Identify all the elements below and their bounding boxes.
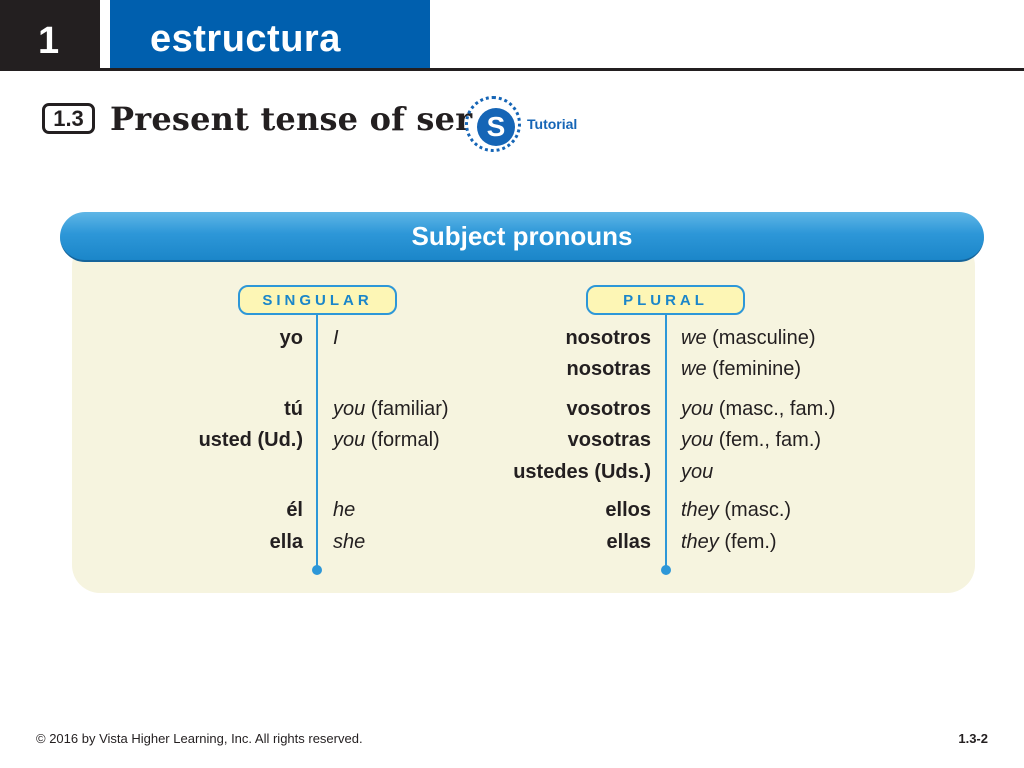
meaning-word: he [333, 499, 356, 521]
meaning-word: we [681, 327, 707, 349]
singular-pronoun: usted (Ud.) [198, 429, 303, 451]
plural-pronoun: nosotras [566, 358, 651, 380]
meaning-word: you [333, 398, 366, 420]
chapter-box [0, 0, 100, 68]
lesson-number-badge: 1.3 [42, 103, 95, 134]
singular-pronoun: ella [269, 531, 303, 553]
plural-meaning [681, 429, 821, 452]
singular-pronoun: él [286, 499, 303, 521]
tutorial-icon[interactable] [465, 96, 521, 152]
meaning-word: I [333, 327, 339, 349]
singular-meaning [333, 531, 365, 554]
plural-divider [665, 315, 667, 569]
singular-meaning [333, 327, 339, 350]
plural-meaning [681, 327, 816, 350]
lesson-title: Present tense of ser [110, 100, 473, 138]
meaning-word: they [681, 499, 719, 521]
meaning-word: you [681, 461, 714, 483]
tutorial-label[interactable]: Tutorial [527, 116, 578, 132]
plural-divider-end [661, 565, 671, 575]
meaning-note: (masc., fam.) [713, 398, 836, 420]
singular-meaning [333, 499, 355, 522]
plural-pronoun: vosotros [566, 398, 651, 420]
plural-pronoun: ellos [605, 499, 651, 521]
card-title: Subject pronouns [411, 221, 633, 251]
slide-number: 1.3-2 [958, 731, 988, 746]
singular-label: SINGULAR [238, 285, 397, 315]
singular-divider [316, 315, 318, 569]
meaning-note: (masc.) [718, 499, 792, 521]
meaning-word: you [681, 398, 714, 420]
plural-pronoun: ellas [606, 531, 651, 553]
plural-meaning [681, 531, 777, 554]
tutorial-link[interactable] [465, 96, 605, 154]
header-divider [0, 68, 1024, 71]
meaning-note: (familiar) [365, 398, 449, 420]
copyright-notice: © 2016 by Vista Higher Learning, Inc. All rights reserved. [36, 731, 363, 746]
meaning-word: you [333, 429, 366, 451]
meaning-note: (feminine) [706, 358, 802, 380]
singular-pronoun: tú [284, 398, 303, 420]
singular-divider-end [312, 565, 322, 575]
meaning-note: (formal) [365, 429, 440, 451]
singular-meaning [333, 429, 440, 452]
meaning-note: (fem., fam.) [713, 429, 822, 451]
chapter-number: 1 [38, 20, 60, 62]
meaning-word: we [681, 358, 707, 380]
card-header [60, 212, 984, 262]
plural-meaning [681, 499, 791, 522]
singular-meaning [333, 398, 449, 421]
meaning-word: she [333, 531, 366, 553]
plural-pronoun: ustedes (Uds.) [513, 461, 651, 483]
singular-pronoun: yo [279, 327, 303, 349]
plural-meaning [681, 398, 835, 421]
meaning-word: they [681, 531, 719, 553]
meaning-word: you [681, 429, 714, 451]
tutorial-icon-letter: S [477, 108, 515, 146]
meaning-note: (masculine) [706, 327, 816, 349]
pronoun-card [72, 238, 975, 593]
meaning-note: (fem.) [718, 531, 777, 553]
plural-label: PLURAL [586, 285, 745, 315]
plural-meaning [681, 461, 713, 484]
section-title: estructura [150, 18, 341, 60]
plural-meaning [681, 358, 801, 381]
section-box [110, 0, 430, 68]
plural-pronoun: nosotros [565, 327, 651, 349]
plural-pronoun: vosotras [567, 429, 651, 451]
